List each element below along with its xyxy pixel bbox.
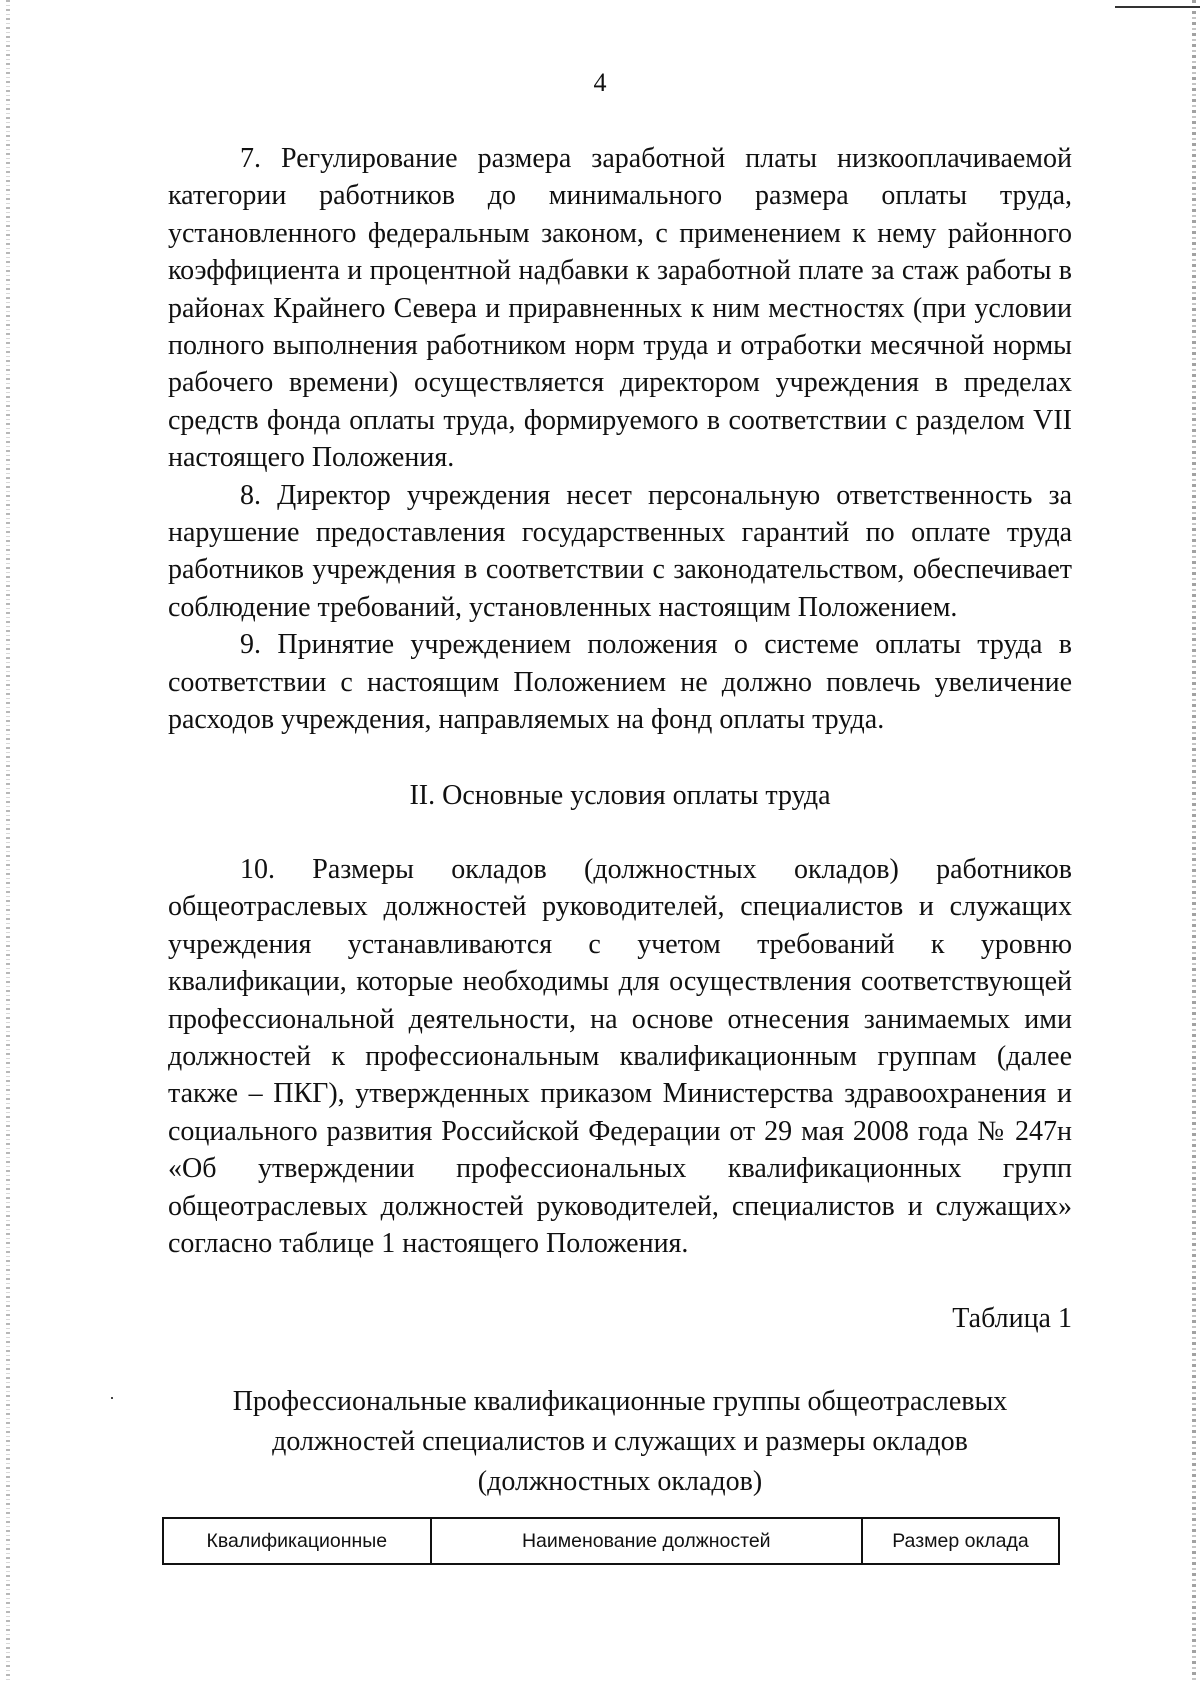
salary-table — [162, 1517, 1060, 1565]
table-title-line-1: Профессиональные квалификационные группы общеотраслевых — [232, 1385, 1008, 1417]
table-title-line-3: (должностных окладов) — [477, 1465, 763, 1497]
table-title-line-2: должностей специалистов и служащих и размеры окладов — [272, 1425, 968, 1457]
table-title — [168, 1382, 1072, 1502]
header-salary-size: Размер оклада — [862, 1518, 1059, 1564]
scan-speck — [111, 1397, 113, 1399]
header-position-names: Наименование должностей — [431, 1518, 862, 1564]
table-label: Таблица 1 — [952, 1303, 1072, 1335]
paragraph-8: 8. Директор учреждения несет персональную ответственность за нарушение предоставления государственных гарантий по оплате труда работников учреждения в соответствии с законодательством, обеспечивает соблюдение требований, установленных настоящим Положением. — [168, 479, 1072, 623]
paragraph-9: 9. Принятие учреждением положения о системе оплаты труда в соответствии с настоящим Положением не должно повлечь увеличение расходов учреждения, направляемых на фонд оплаты труда. — [168, 629, 1072, 736]
page-number: 4 — [593, 68, 607, 97]
scan-edge-left — [6, 0, 10, 1682]
table-header-row — [163, 1518, 1059, 1564]
scan-top-line — [1115, 6, 1200, 8]
paragraph-10: 10. Размеры окладов (должностных окладов) работников общеотраслевых должностей руководителей, специалистов и служащих учреждения устанавливаются с учетом требований к уровню квалификации, которые необходимы для осуществления соответствующей профессиональной деятельности, на основе отнесения занимаемых ими должностей к профессиональным квалификационным группам (далее также – ПКГ), утвержденных приказом Министерства здравоохранения и социального развития Российской Федерации от 29 мая 2008 года № 247н «Об утверждении профессиональных квалификационных групп общеотраслевых должностей руководителей, специалистов и служащих» согласно таблице 1 настоящего Положения. — [168, 853, 1072, 1259]
section-heading: II. Основные условия оплаты труда — [409, 779, 831, 811]
scan-edge-right — [1192, 0, 1196, 1682]
document-body — [168, 140, 1072, 1502]
header-qualification-groups: Квалификационные — [163, 1518, 431, 1564]
paragraph-7: 7. Регулирование размера заработной платы низкооплачиваемой категории работников до минимального размера оплаты труда, установленного федеральным законом, с применением к нему районного коэффициента и процентной надбавки к заработной плате за стаж работы в районах Крайнего Севера и приравненных к ним местностях (при условии полного выполнения работником норм труда и отработки месячной нормы рабочего времени) осуществляется директором учреждения в пределах средств фонда оплаты труда, формируемого в соответствии с разделом VII настоящего Положения. — [168, 143, 1072, 474]
